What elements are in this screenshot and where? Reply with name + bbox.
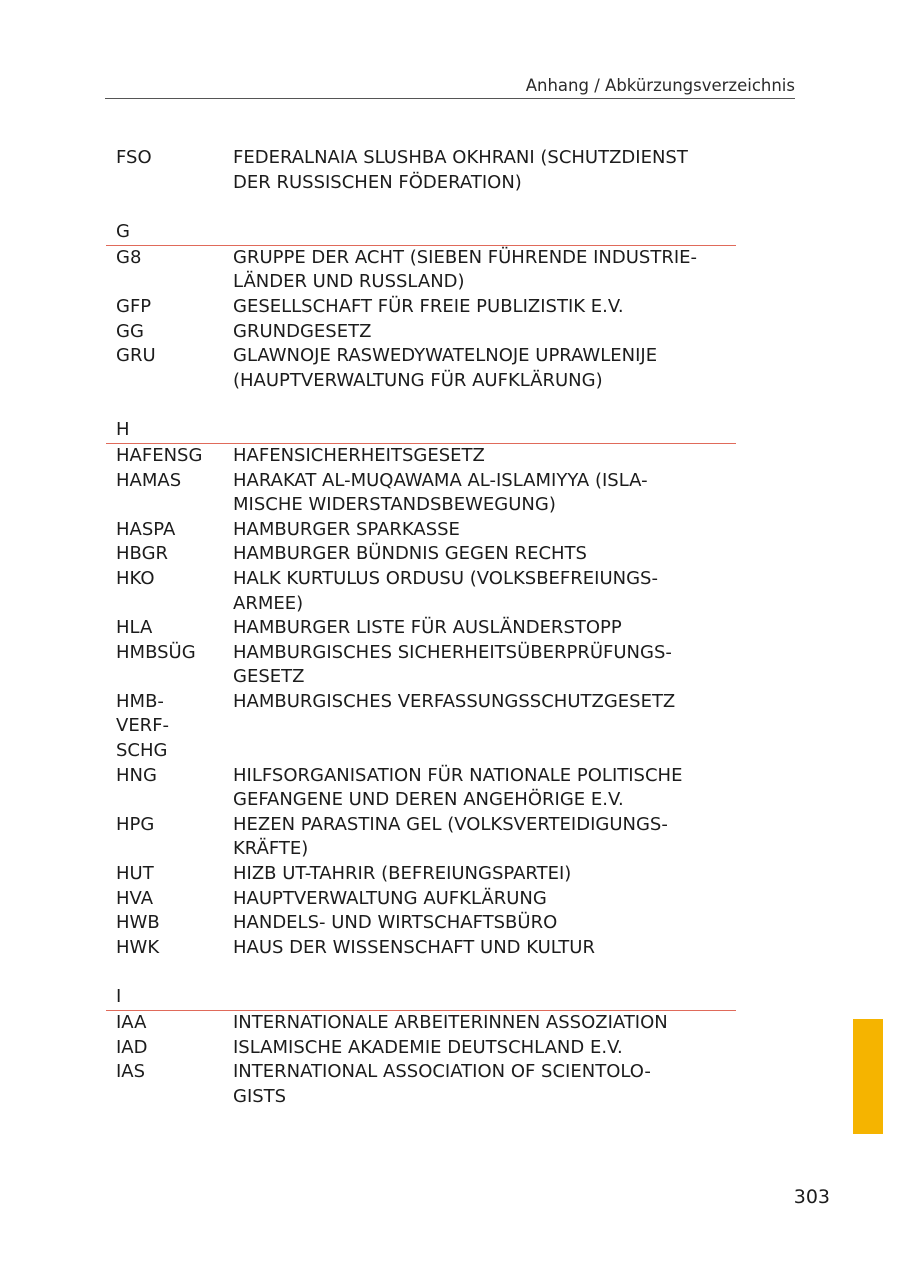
header-rule (105, 98, 795, 99)
abbreviation-definition: HAUPTVERWALTUNG AUFKLÄRUNG (233, 887, 547, 909)
abbreviation-definition: INTERNATIONALE ARBEITERINNEN ASSOZIATION (233, 1012, 668, 1033)
abbreviation-term: HNG (116, 764, 157, 786)
abbreviation-entry (116, 690, 736, 764)
abbreviation-entry (116, 616, 736, 641)
abbreviation-term: HWK (116, 936, 160, 958)
abbreviation-entry (116, 344, 736, 393)
section-letter-heading: I (116, 986, 122, 1008)
abbreviation-entry (116, 641, 736, 690)
abbreviation-entry (116, 862, 736, 887)
abbreviation-term: FSO (116, 147, 152, 168)
abbreviation-entry (116, 1036, 736, 1061)
section-letter-heading: G (116, 221, 130, 243)
abbreviation-entry (116, 1060, 736, 1109)
abbreviation-term: HKO (116, 567, 155, 589)
abbreviation-definition: HAUS DER WISSENSCHAFT UND KULTUR (233, 936, 595, 958)
abbreviation-definition: HAMBURGER LISTE FÜR AUSLÄNDERSTOPP (233, 617, 622, 639)
letter-section (116, 418, 736, 960)
abbreviation-term: IAS (116, 1061, 146, 1083)
section-letter-heading: H (116, 419, 130, 441)
section-spacer (116, 393, 736, 418)
abbreviation-entry (116, 911, 736, 936)
page-number: 303 (793, 1186, 830, 1208)
abbreviation-term: HUT (116, 863, 154, 885)
abbreviation-definition: GRUPPE DER ACHT (SIEBEN FÜHRENDE INDUSTRIE- LÄNDER UND RUSSLAND) (233, 246, 698, 293)
abbreviation-definition: HILFSORGANISATION FÜR NATIONALE POLITISCHE GEFANGENE UND DEREN ANGEHÖRIGE E.V. (233, 764, 683, 811)
abbreviation-entry (116, 813, 736, 862)
abbreviation-term: HBGR (116, 543, 169, 565)
section-spacer (116, 960, 736, 985)
abbreviation-definition: FEDERALNAIA SLUSHBA OKHRANI (SCHUTZDIENST DER RUSSISCHEN FÖDERATION) (233, 147, 688, 193)
abbreviation-entry (116, 542, 736, 567)
abbreviation-definition: HIZB UT-TAHRIR (BEFREIUNGSPARTEI) (233, 863, 572, 885)
chapter-tab-marker (853, 1019, 883, 1134)
abbreviation-entry (116, 320, 736, 345)
abbreviation-definition: HAMBURGER SPARKASSE (233, 518, 460, 540)
abbreviation-term: HAFENSG (116, 444, 203, 466)
abbreviation-entry (116, 469, 736, 518)
letter-section (116, 985, 736, 1109)
abbreviation-definition: HARAKAT AL-MUQAWAMA AL-ISLAMIYYA (ISLA- MISCHE WIDERSTANDSBEWEGUNG) (233, 469, 648, 516)
abbreviation-definition: HAMBURGISCHES SICHERHEITSÜBERPRÜFUNGS- GESETZ (233, 641, 672, 688)
abbreviation-definition: HALK KURTULUS ORDUSU (VOLKSBEFREIUNGS- ARMEE) (233, 567, 658, 614)
abbreviation-definition: HAMBURGISCHES VERFASSUNGSSCHUTZGESETZ (233, 690, 676, 712)
abbreviation-term: HVA (116, 887, 154, 909)
abbreviation-entry (116, 444, 736, 469)
abbreviation-term: IAD (116, 1036, 148, 1058)
abbreviation-term: GRU (116, 345, 156, 367)
abbreviation-entry (116, 246, 736, 295)
abbreviation-definition: ISLAMISCHE AKADEMIE DEUTSCHLAND E.V. (233, 1036, 623, 1058)
abbreviation-term: HMB- VERF- SCHG (116, 690, 170, 762)
abbreviation-list (116, 146, 736, 1109)
abbreviation-definition: GESELLSCHAFT FÜR FREIE PUBLIZISTIK E.V. (233, 295, 624, 317)
section-spacer (116, 195, 736, 220)
abbreviation-definition: HAFENSICHERHEITSGESETZ (233, 444, 485, 466)
abbreviation-term: HMBSÜG (116, 641, 196, 663)
abbreviation-definition: HANDELS- UND WIRTSCHAFTSBÜRO (233, 912, 558, 934)
abbreviation-term: G8 (116, 246, 142, 268)
abbreviation-entry (116, 146, 736, 195)
abbreviation-term: IAA (116, 1012, 147, 1033)
abbreviation-entry (116, 567, 736, 616)
running-head-title: Anhang / Abkürzungsverzeichnis (525, 76, 795, 95)
abbreviation-entry (116, 295, 736, 320)
abbreviation-definition: GRUNDGESETZ (233, 320, 372, 342)
abbreviation-term: HAMAS (116, 469, 182, 491)
abbreviation-definition: HEZEN PARASTINA GEL (VOLKSVERTEIDIGUNGS- KRÄFTE) (233, 813, 668, 860)
abbreviation-term: GG (116, 320, 144, 342)
abbreviation-term: HWB (116, 912, 160, 934)
abbreviation-entry (116, 764, 736, 813)
abbreviation-entry (116, 518, 736, 543)
abbreviation-definition: HAMBURGER BÜNDNIS GEGEN RECHTS (233, 543, 587, 565)
abbreviation-definition: GLAWNOJE RASWEDYWATELNOJE UPRAWLENIJE (HAUPTVERWALTUNG FÜR AUFKLÄRUNG) (233, 345, 658, 391)
abbreviation-term: HPG (116, 813, 155, 835)
abbreviation-term: GFP (116, 295, 152, 317)
abbreviation-entry (116, 936, 736, 961)
abbreviation-entry (116, 887, 736, 912)
abbreviation-term: HASPA (116, 518, 176, 540)
abbreviation-term: HLA (116, 617, 153, 639)
abbreviation-entry (116, 1011, 736, 1036)
abbreviation-definition: INTERNATIONAL ASSOCIATION OF SCIENTOLO- GISTS (233, 1061, 651, 1107)
letter-section (116, 220, 736, 393)
